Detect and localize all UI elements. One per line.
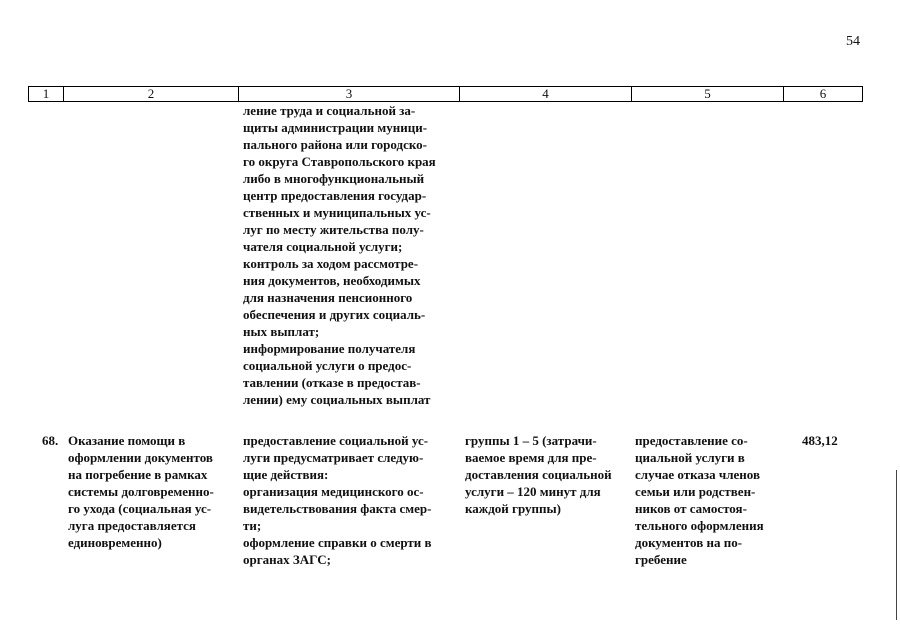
- text-line: оформление справки о смерти в: [243, 535, 432, 550]
- conditions-cell: [635, 432, 775, 568]
- header-cell-5: 5: [631, 87, 783, 101]
- text-line: ление труда и социальной за-: [243, 103, 416, 118]
- tariff-cell: 483,12: [802, 433, 838, 448]
- table-header-row: [28, 86, 863, 102]
- groups-time-cell: [465, 432, 625, 517]
- text-line: ния документов, необходимых: [243, 273, 421, 288]
- header-cell-2: 2: [63, 87, 238, 101]
- header-cell-6: 6: [783, 87, 862, 101]
- text-line: ваемое время для пре-: [465, 450, 597, 465]
- text-line: системы долговременно-: [68, 484, 214, 499]
- text-line: на погребение в рамках: [68, 467, 208, 482]
- text-line: гребение: [635, 552, 687, 567]
- text-line: социальной услуги о предос-: [243, 358, 412, 373]
- text-line: единовременно): [68, 535, 162, 550]
- scan-edge-line: [896, 470, 897, 620]
- text-line: случае отказа членов: [635, 467, 760, 482]
- header-cell-4: 4: [459, 87, 631, 101]
- text-line: ти;: [243, 518, 262, 533]
- service-name-cell: [68, 432, 230, 551]
- text-line: услуги – 120 минут для: [465, 484, 601, 499]
- text-line: либо в многофункциональный: [243, 171, 425, 186]
- text-line: ников от самостоя-: [635, 501, 747, 516]
- header-cell-3: 3: [238, 87, 459, 101]
- page-number: 54: [846, 34, 860, 49]
- continuation-col3-text: [243, 102, 450, 408]
- text-line: доставления социальной: [465, 467, 612, 482]
- text-line: каждой группы): [465, 501, 561, 516]
- text-line: луг по месту жительства полу-: [243, 222, 424, 237]
- text-line: щие действия:: [243, 467, 329, 482]
- text-line: обеспечения и других социаль-: [243, 307, 426, 322]
- text-line: луги предусматривает следую-: [243, 450, 424, 465]
- text-line: щиты администрации муници-: [243, 120, 428, 135]
- text-line: ных выплат;: [243, 324, 320, 339]
- text-line: органах ЗАГС;: [243, 552, 331, 567]
- text-line: циальной услуги в: [635, 450, 745, 465]
- text-line: информирование получателя: [243, 341, 416, 356]
- text-line: чателя социальной услуги;: [243, 239, 403, 254]
- text-line: тельного оформления: [635, 518, 764, 533]
- text-line: го ухода (социальная ус-: [68, 501, 212, 516]
- text-line: предоставление со-: [635, 433, 748, 448]
- text-line: тавлении (отказе в предостав-: [243, 375, 421, 390]
- text-line: документов на по-: [635, 535, 743, 550]
- text-line: луга предоставляется: [68, 518, 196, 533]
- text-line: пального района или городско-: [243, 137, 428, 152]
- text-line: семьи или родствен-: [635, 484, 756, 499]
- text-line: для назначения пенсионного: [243, 290, 413, 305]
- text-line: группы 1 – 5 (затрачи-: [465, 433, 597, 448]
- text-line: контроль за ходом рассмотре-: [243, 256, 419, 271]
- text-line: видетельствования факта смер-: [243, 501, 432, 516]
- text-line: Оказание помощи в: [68, 433, 186, 448]
- text-line: го округа Ставропольского края: [243, 154, 436, 169]
- header-cell-1: 1: [42, 86, 50, 101]
- row-number: 68.: [42, 433, 59, 448]
- text-line: организация медицинского ос-: [243, 484, 424, 499]
- text-line: ственных и муниципальных ус-: [243, 205, 431, 220]
- text-line: лении) ему социальных выплат: [243, 392, 431, 407]
- text-line: центр предоставления государ-: [243, 188, 427, 203]
- text-line: оформлении документов: [68, 450, 213, 465]
- text-line: предоставление социальной ус-: [243, 433, 429, 448]
- service-description-cell: [243, 432, 451, 568]
